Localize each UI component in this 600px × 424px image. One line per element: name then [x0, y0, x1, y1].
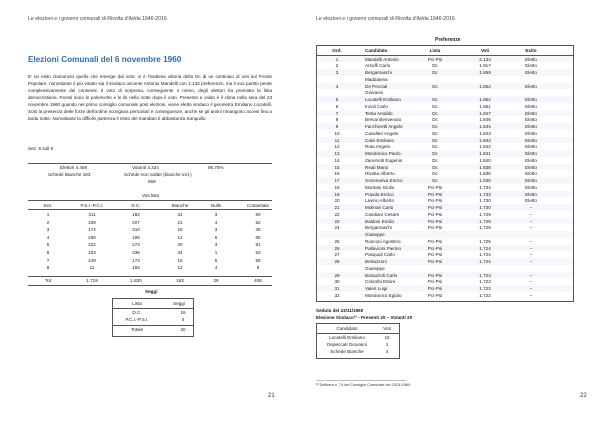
mayor-header-cell: Voti — [383, 326, 391, 331]
results-cell: 249 — [88, 257, 96, 263]
pref-row — [317, 89, 573, 96]
results-cell: 5 — [214, 257, 218, 263]
pref-cell: Eletto — [525, 103, 537, 109]
pref-cell: Pci-Psi — [427, 292, 443, 298]
pref-cell: – — [529, 205, 533, 210]
pref-cell: Giuseppe — [365, 265, 385, 271]
pref-row — [317, 76, 573, 83]
pref-cell: Eletto — [525, 117, 537, 123]
results-cell: 2 — [46, 219, 50, 225]
pref-cell: 31 — [334, 286, 340, 291]
seats-total-rule — [113, 325, 193, 326]
pref-cell: Eletto — [525, 157, 537, 163]
pref-cell: Dc — [432, 110, 438, 116]
pref-cell: – — [529, 259, 533, 264]
pref-row — [317, 278, 573, 285]
results-cell: 53 — [255, 250, 261, 255]
pref-cell: Dc — [432, 144, 438, 150]
pref-cell: Dc — [432, 130, 438, 136]
pref-row — [317, 292, 573, 299]
pref-cell: Pci-Psi — [427, 211, 443, 217]
running-header-left: Le elezioni e i governi comunali di Rivolta d'Adda 1946-2016 — [28, 16, 167, 22]
pref-cell: Eletto — [525, 63, 537, 69]
pref-cell: Pci-Psi — [427, 272, 443, 278]
seats-table — [112, 298, 194, 337]
pref-cell: Pci-Psi — [427, 198, 443, 204]
pref-cell: 26 — [334, 245, 340, 251]
pref-row — [317, 204, 573, 211]
pref-cell: 1.729 — [479, 225, 491, 231]
pref-cell: 24 — [334, 225, 340, 231]
results-cell: 3 — [214, 212, 218, 217]
pref-cell: 9 — [335, 124, 339, 129]
pref-cell: Pallavicini Pierino — [365, 245, 402, 251]
results-cell: 310 — [132, 227, 140, 233]
pref-row — [317, 265, 573, 272]
pref-cell: Pci-Psi — [427, 191, 443, 197]
results-total-cell: 29 — [213, 277, 219, 283]
pref-cell: 1.724 — [479, 259, 491, 264]
mayor-cell: Locatelli Emiliano — [329, 335, 365, 340]
pref-cell: Pci-Psi — [427, 238, 443, 244]
results-total-cell: Tot — [44, 277, 52, 283]
seats-total-cell: 20 — [180, 327, 186, 332]
results-header-cell: D.C. — [131, 203, 141, 208]
pref-cell: Dc — [432, 124, 438, 129]
pref-cell: Molinari Carlo — [365, 205, 394, 210]
pref-row — [317, 245, 573, 252]
results-total-cell: 163 — [176, 277, 184, 283]
pref-cell: Pci-Psi — [427, 286, 443, 291]
pref-cell: Pci-Psi — [427, 225, 443, 231]
results-cell: 182 — [132, 212, 140, 217]
results-cell: 4 — [214, 265, 218, 271]
results-header-bottom-rule — [28, 209, 272, 210]
pref-cell: Eletto — [525, 164, 537, 170]
mayor-header-rule — [317, 333, 399, 334]
pref-cell: 1.843 — [479, 137, 491, 143]
pref-cell: Mondonico Egidio — [365, 292, 402, 298]
pref-row — [317, 285, 573, 292]
pref-cell: Pci-Psi — [427, 252, 443, 258]
results-cell: 189 — [132, 234, 140, 240]
results-cell: 18 — [177, 227, 183, 233]
votanti-count: Votanti 4.324 — [132, 165, 159, 170]
pref-header-cell: Lista — [429, 48, 441, 53]
pref-cell: – — [529, 252, 533, 258]
results-cell: 4 — [214, 219, 218, 225]
seats-header-cell: Seggi — [173, 301, 185, 306]
pref-header-cell: Esito — [525, 48, 537, 53]
seats-table-title: Seggi — [145, 289, 158, 294]
sib-value: 558 — [148, 179, 156, 184]
results-header-cell: Nulle — [210, 203, 222, 208]
pref-cell: – — [529, 292, 533, 298]
pref-cell: 1.846 — [479, 117, 491, 123]
pref-cell: – — [529, 238, 533, 244]
pref-cell: 23 — [334, 218, 340, 224]
pref-cell: 1.725 — [479, 238, 491, 244]
pref-row — [317, 224, 573, 231]
pref-cell: Inzoli Carlo — [365, 103, 388, 109]
pref-cell: Pci-Psi — [427, 279, 443, 285]
pref-header-cell: Candidato — [365, 48, 388, 53]
pref-cell: 15 — [334, 164, 340, 170]
mayor-cell: Depeccati Giovanni — [327, 342, 367, 347]
pref-row — [317, 258, 573, 265]
pref-header-cell: Ord. — [332, 48, 342, 53]
pref-cell: 13 — [334, 151, 340, 156]
summary-top-rule — [28, 163, 272, 164]
pref-cell: Eletto — [525, 110, 537, 116]
preferences-table — [316, 45, 574, 302]
pref-cell: 30 — [334, 279, 340, 285]
results-cell: 207 — [132, 219, 140, 225]
results-total-cell: 1.719 — [86, 277, 98, 283]
results-total-rule — [28, 276, 272, 277]
pref-cell: Lavino Alberto — [365, 198, 395, 204]
pref-cell: 1.730 — [479, 198, 491, 204]
pref-cell: Giuseppe — [365, 232, 385, 237]
pref-cell: 1.724 — [479, 252, 491, 258]
pref-cell: Testa Amaldo — [365, 110, 393, 116]
pref-cell: 12 — [334, 144, 340, 150]
results-cell: 59 — [255, 257, 261, 263]
seats-cell: 16 — [180, 310, 186, 315]
seats-cell: 4 — [181, 317, 185, 322]
results-cell: 81 — [255, 242, 261, 248]
turnout-percent: 96,75% — [208, 165, 224, 170]
pref-cell: Bergamaschi — [365, 70, 392, 75]
pref-cell: Cavalleri Angelo — [365, 130, 399, 136]
pref-cell: 1.842 — [479, 144, 491, 150]
results-cell: 3 — [214, 242, 218, 248]
pref-cell: 7 — [335, 110, 339, 116]
pref-cell: Pravda Enrico — [365, 191, 394, 197]
results-header-cell: Bianche — [171, 203, 189, 208]
pref-cell: Dc — [432, 103, 438, 109]
pref-cell: Pci-Psi — [427, 56, 443, 62]
seats-header-rule — [113, 308, 193, 309]
pref-cell: Eletto — [525, 144, 537, 150]
seats-header-cell: Lista — [132, 301, 142, 306]
pref-cell: Baldoni Emilio — [365, 218, 395, 224]
pref-cell: 1 — [335, 56, 339, 62]
pref-cell: 1.733 — [479, 191, 491, 197]
pref-cell: Dc — [432, 63, 438, 69]
sections-label: Sez. 8 sull 8 — [28, 146, 54, 151]
pref-cell: 2 — [335, 63, 339, 69]
pref-cell: 1.844 — [479, 124, 491, 129]
pref-row — [317, 211, 573, 218]
mayor-cell: 1 — [385, 342, 389, 347]
pref-cell: Locatelli Emiliano — [365, 97, 401, 102]
pref-cell: De Peccati — [365, 83, 388, 89]
schede-bianche: Schede Bianche 163 — [48, 172, 91, 177]
section-title: Elezioni Comunali del 6 novembre 1960 — [28, 55, 182, 64]
pref-cell: 3 — [335, 70, 339, 75]
results-cell: 11 — [89, 265, 95, 271]
pref-cell: – — [529, 286, 533, 291]
results-cell: 12 — [177, 265, 183, 271]
pref-cell: 4 — [335, 83, 339, 89]
results-cell: 31 — [177, 212, 183, 217]
results-cell: 153 — [88, 250, 96, 255]
pref-cell: Eletto — [525, 151, 537, 156]
results-cell: 7 — [46, 257, 50, 263]
mayor-header-cell: Candidato — [336, 326, 358, 331]
pref-cell: Dc — [432, 157, 438, 163]
pref-cell: 1.836 — [479, 171, 491, 177]
pref-cell: 18 — [334, 184, 340, 190]
pref-cell: 22 — [334, 211, 340, 217]
pref-cell: 1.724 — [479, 245, 491, 251]
results-cell: 222 — [88, 242, 96, 248]
mayor-vote-table — [316, 323, 400, 359]
pref-cell: Rivolta Alberto — [365, 171, 395, 177]
pref-row — [317, 238, 573, 245]
pref-cell: – — [529, 245, 533, 251]
results-cell: 5 — [46, 242, 50, 248]
pref-cell: Bergamaschi — [365, 225, 392, 231]
pref-cell: Eletto — [525, 70, 537, 75]
pref-cell: Facchinetti Angelo — [365, 124, 403, 129]
elettori-count: Elettori 4.469 — [60, 165, 88, 170]
results-cell: 311 — [88, 212, 96, 217]
seats-cell: D.C. — [132, 310, 142, 315]
results-cell: 34 — [177, 250, 183, 255]
pref-cell: Dc — [432, 97, 438, 102]
results-cell: 12 — [177, 234, 183, 240]
pref-cell: 8 — [335, 117, 339, 123]
voti-lista-label: Voti lista — [142, 193, 160, 198]
pref-cell: Dc — [432, 117, 438, 123]
results-cell: 162 — [132, 265, 140, 271]
footnote-rule — [316, 380, 406, 381]
pref-cell: Dc — [432, 137, 438, 143]
pref-cell: 11 — [334, 137, 340, 143]
results-header-cell: Sez. — [43, 203, 53, 208]
session-date: Seduta del 23/11/1960 — [316, 308, 364, 313]
results-cell: 336 — [132, 250, 140, 255]
pref-cell: – — [529, 211, 533, 217]
results-cell: 339 — [88, 219, 96, 225]
results-cell: 1 — [46, 212, 50, 217]
pref-cell: 1.841 — [479, 151, 491, 156]
results-total-cell: 406 — [254, 277, 262, 283]
page-number-right: 22 — [580, 393, 587, 399]
pref-cell: 1.838 — [479, 164, 491, 170]
pref-cell: 29 — [334, 272, 340, 278]
pref-cell: Dc — [432, 83, 438, 89]
pref-cell: 32 — [334, 292, 340, 298]
pref-cell: Eletto — [525, 178, 537, 183]
pref-cell: Dc — [432, 171, 438, 177]
pref-cell: Eletto — [525, 191, 537, 197]
pref-cell: Bertazzoni — [365, 259, 387, 264]
mayor-cell: Schede Bianche — [330, 349, 364, 354]
pref-cell: 1.917 — [479, 63, 491, 69]
pref-cell: 28 — [334, 259, 340, 264]
results-cell: 172 — [132, 257, 140, 263]
schede-non-valide: Schede non valide (bianche incl.) — [124, 172, 192, 177]
pref-cell: Pci-Psi — [427, 218, 443, 224]
pref-cell: 25 — [334, 238, 340, 244]
pref-cell: Dc — [432, 151, 438, 156]
pref-cell: Dc — [432, 70, 438, 75]
pref-row — [317, 272, 573, 279]
pref-cell: Pci-Psi — [427, 245, 443, 251]
pref-cell: 1.852 — [479, 83, 491, 89]
results-header-top-rule — [28, 200, 272, 201]
pref-cell: Rota Angelo — [365, 144, 391, 150]
pref-cell: – — [529, 272, 533, 278]
pref-cell: Mondonico Paolo — [365, 151, 401, 156]
pref-cell: 17 — [334, 178, 340, 183]
pref-cell: Eletto — [525, 184, 537, 190]
pref-cell: Eletto — [525, 97, 537, 102]
results-cell: 8 — [46, 265, 50, 271]
results-cell: 4 — [46, 234, 50, 240]
pref-cell: 14 — [334, 157, 340, 163]
results-cell: 174 — [88, 227, 96, 233]
pref-cell: Eletto — [525, 171, 537, 177]
pref-row — [317, 218, 573, 225]
seats-cell: P.C.I.-P.S.I. — [125, 317, 149, 322]
pref-cell: 1.729 — [479, 211, 491, 217]
pref-cell: Eletto — [525, 56, 537, 62]
results-cell: 272 — [132, 242, 140, 248]
pref-cell: Giovanni — [365, 90, 384, 96]
running-header-right: Le elezioni e i governi comunali di Rivolta d'Adda 1946-2016 — [316, 16, 455, 22]
pref-cell: 27 — [334, 252, 340, 258]
results-cell: 50 — [255, 212, 261, 217]
pref-cell: Mandelli Antonio — [365, 56, 399, 62]
pref-row — [317, 251, 573, 258]
pref-cell: Dc — [432, 164, 438, 170]
results-cell: 52 — [255, 219, 261, 225]
pref-cell: 5 — [335, 97, 339, 102]
pref-cell: 16 — [334, 171, 340, 177]
pref-cell: Pci-Psi — [427, 184, 443, 190]
pref-cell: 1.730 — [479, 205, 491, 210]
results-cell: 1 — [214, 250, 218, 255]
pref-cell: Rusconi Agostino — [365, 238, 401, 244]
results-total-cell: 1.830 — [130, 277, 142, 283]
pref-cell: 1.843 — [479, 130, 491, 136]
pref-cell: 1.723 — [479, 286, 491, 291]
results-cell: 6 — [214, 234, 218, 240]
pref-cell: Zanonotti Eugenio — [365, 157, 403, 163]
results-cell: 21 — [177, 219, 183, 225]
pref-cell: 6 — [335, 103, 339, 109]
pref-cell: 20 — [334, 198, 340, 204]
footnote-23: ²³ Delibera n. 74 del Consiglio Comunale del 23/11/1960. — [316, 383, 412, 387]
pref-cell: Pci-Psi — [427, 259, 443, 264]
pref-cell: Eletto — [525, 83, 537, 89]
pref-cell: Eletto — [525, 130, 537, 136]
pref-cell: Bonazzoli Carlo — [365, 272, 398, 278]
intro-paragraph: E' un esito clamoroso quello che emerge dal voto: vi è l'inattesa vittoria della Dc di un centinaio di voti sul Fronte Popolare, nonostante il più votato sia il sindaco uscente Antonio Mandelli con 2.133 preferenze, ma il suo partito perde complessivamente dei consensi. Il voto di sorpresa, conseguente o meno, degli elettori ha premiato la lista democristiana. Ferosi sono le polemiche e le liti nella notte dopo il voto. Presente e caldo è il clima nella sera del 23 novembre 1960 quando nel primo consiglio comunale post elezioni, viene eletto sindaco il geometra Emiliano Locatelli. Solo la presenza delle forze dell'ordine scongiura pericolosi e conseguenze, anche se gli animi rimangono accesi fino a tarda notte. Nonostante la difficile partenza il resto del mandato è abbastanza tranquillo. — [28, 74, 272, 122]
pref-cell: 1.729 — [479, 218, 491, 224]
page-number-left: 21 — [268, 393, 275, 399]
pref-cell: 2.133 — [479, 56, 491, 62]
pref-cell: Maddalena — [365, 76, 388, 82]
pref-cell: Dc — [432, 178, 438, 183]
pref-cell: Eletto — [525, 137, 537, 143]
pref-cell: Eletto — [525, 198, 537, 204]
pref-cell: 10 — [334, 130, 340, 136]
pref-cell: 1.852 — [479, 97, 491, 102]
mayor-election-line: Elezione Sindaco²³ - Presenti 20 – Votanti 20 — [316, 315, 413, 320]
pref-cell: Colombi Ettore — [365, 279, 396, 285]
results-cell: 260 — [88, 234, 96, 240]
pref-cell: Eletto — [525, 124, 537, 129]
pref-cell: Reali Mario — [365, 164, 389, 170]
preferences-heading: Preferenze — [435, 37, 461, 43]
results-header-cell: Contestate — [246, 203, 270, 208]
pref-cell: 1.722 — [479, 292, 491, 298]
pref-cell: Arsuffi Carlo — [365, 63, 391, 69]
results-cell: 9 — [256, 265, 260, 271]
pref-cell: Calvi Emiliano — [365, 137, 395, 143]
pref-cell: – — [529, 225, 533, 231]
pref-cell: – — [529, 218, 533, 224]
results-cell: 3 — [46, 227, 50, 233]
results-cell: 20 — [177, 242, 183, 248]
results-cell: 35 — [255, 227, 261, 233]
results-cell: 65 — [255, 234, 261, 240]
pref-cell: Valeri Luigi — [365, 286, 388, 291]
pref-cell: 21 — [334, 205, 340, 210]
results-header-cell: P.S.I.-P.C.I. — [80, 203, 104, 208]
pref-cell: 1.723 — [479, 279, 491, 285]
pref-header-cell: Voti — [480, 48, 490, 53]
pref-cell: Brevai Benvenuto — [365, 117, 402, 123]
results-cell: 15 — [177, 257, 183, 263]
right-page — [300, 0, 600, 424]
pref-cell: Candiani Cesare — [365, 211, 400, 217]
mayor-cell: 4 — [385, 349, 389, 354]
pref-cell: 1.723 — [479, 272, 491, 278]
pref-cell: Montani Giulio — [365, 184, 395, 190]
pref-cell: 1.840 — [479, 157, 491, 163]
pref-cell: – — [529, 279, 533, 285]
pref-cell: 1.836 — [479, 178, 491, 183]
pref-cell: Pasquali Carlo — [365, 252, 395, 258]
pref-cell: 1.847 — [479, 110, 491, 116]
pref-cell: Pci-Psi — [427, 205, 443, 210]
pref-cell: 1.851 — [479, 103, 491, 109]
mayor-cell: 15 — [384, 335, 390, 340]
pref-cell: Sommariva Enrico — [365, 178, 403, 183]
pref-cell: 1.734 — [479, 184, 491, 190]
results-cell: 6 — [46, 250, 50, 255]
pref-cell: 19 — [334, 191, 340, 197]
pref-row — [317, 231, 573, 238]
pref-cell: 1.859 — [479, 70, 491, 75]
seats-total-cell: Totale — [130, 327, 144, 332]
results-cell: 3 — [214, 227, 218, 233]
results-bottom-rule — [28, 285, 272, 286]
